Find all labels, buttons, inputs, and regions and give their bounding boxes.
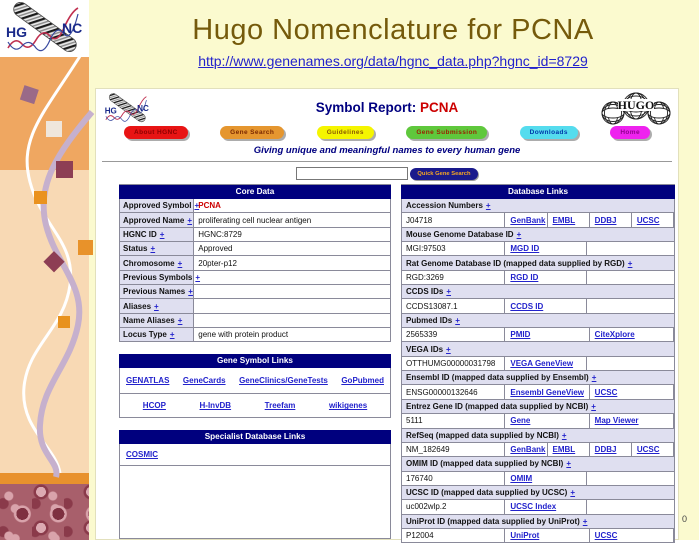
page-title: Hugo Nomenclature for PCNA — [95, 14, 691, 47]
link-ddbj[interactable]: DDBJ — [595, 216, 617, 225]
link-map-viewer[interactable]: Map Viewer — [595, 416, 639, 425]
table-row — [401, 299, 675, 313]
table-row — [119, 328, 391, 342]
link-cosmic[interactable]: COSMIC — [126, 450, 158, 459]
expand-plus-link[interactable]: + — [178, 259, 183, 268]
id-value: NM_182649 — [402, 443, 505, 456]
hugo-logo-text: HUGO — [618, 98, 655, 112]
field-value: PCNA — [194, 199, 390, 212]
field-label: Locus Type + — [120, 328, 194, 341]
table-row — [401, 256, 675, 270]
table-row — [401, 342, 675, 356]
table-row — [401, 357, 675, 371]
table-row — [119, 394, 391, 418]
link-embl[interactable]: EMBL — [553, 445, 576, 454]
database-links-table — [401, 184, 675, 543]
expand-plus-link[interactable]: + — [446, 287, 451, 296]
expand-plus-link[interactable]: + — [583, 517, 588, 526]
expand-plus-link[interactable]: + — [562, 431, 567, 440]
table-section-header: Specialist Database Links — [119, 430, 391, 444]
link-geneclinics-genetests[interactable]: GeneClinics/GeneTests — [239, 376, 328, 385]
link-cell — [505, 443, 547, 456]
table-row — [401, 429, 675, 443]
field-label: Approved Symbol + — [120, 199, 194, 212]
nav-button-gene-submission[interactable]: Gene Submission — [406, 126, 487, 139]
links-group — [120, 368, 390, 393]
link-genatlas[interactable]: GENATLAS — [126, 376, 169, 385]
link-cell — [590, 443, 632, 456]
link-cell — [548, 443, 590, 456]
section-label: Mouse Genome Database ID + — [402, 228, 521, 241]
id-value: ENSG00000132646 — [402, 385, 505, 398]
expand-plus-link[interactable]: + — [188, 287, 193, 296]
id-value: CCDS13087.1 — [402, 299, 505, 312]
nav-button-downloads[interactable]: Downloads — [520, 126, 578, 139]
table-section-header: Gene Symbol Links — [119, 354, 391, 368]
field-label: Previous Names + — [120, 285, 194, 298]
table-section-header: Core Data — [119, 185, 391, 199]
link-hcop[interactable]: HCOP — [143, 401, 166, 410]
table-row — [401, 400, 675, 414]
symbol-report-gene: PCNA — [420, 100, 458, 115]
section-label: RefSeq (mapped data supplied by NCBI) + — [402, 429, 567, 442]
section-label: Pubmed IDs + — [402, 314, 460, 327]
field-label: Status + — [120, 242, 194, 255]
site-navigation — [124, 126, 650, 140]
section-label: VEGA IDs + — [402, 342, 451, 355]
table-row — [401, 472, 675, 486]
svg-text:HG: HG — [105, 106, 117, 115]
link-cell — [505, 414, 589, 427]
field-value: 20pter-p12 — [194, 256, 390, 269]
empty-cell — [587, 242, 674, 255]
nav-button-home[interactable]: Home — [610, 126, 650, 139]
link-ddbj[interactable]: DDBJ — [595, 445, 617, 454]
id-value: MGI:97503 — [402, 242, 505, 255]
search-row — [96, 166, 678, 181]
field-value: Approved — [194, 242, 390, 255]
table-row — [401, 385, 675, 399]
expand-plus-link[interactable]: + — [154, 302, 159, 311]
table-row — [119, 228, 391, 242]
id-value: J04718 — [402, 213, 505, 226]
field-label: HGNC ID + — [120, 228, 194, 241]
id-value: P12004 — [402, 529, 505, 542]
symbol-report-title — [96, 100, 678, 115]
link-cell — [505, 529, 589, 542]
table-row — [119, 271, 391, 285]
expand-plus-link[interactable]: + — [591, 402, 596, 411]
table-row — [401, 371, 675, 385]
link-cell — [590, 213, 632, 226]
link-rgd-id[interactable]: RGD ID — [510, 273, 538, 282]
table-row — [119, 444, 391, 466]
table-row — [401, 199, 675, 213]
field-label: Aliases + — [120, 299, 194, 312]
field-value — [194, 271, 390, 284]
link-h-invdb[interactable]: H-InvDB — [200, 401, 232, 410]
site-tagline: Giving unique and meaningful names to every human gene — [96, 145, 678, 156]
field-value — [194, 299, 390, 312]
section-label: Entrez Gene ID (mapped data supplied by NCBI) + — [402, 400, 596, 413]
link-cell — [590, 328, 674, 341]
field-label: Previous Symbols + — [120, 271, 194, 284]
table-row — [119, 199, 391, 213]
link-cell — [505, 299, 587, 312]
empty-cell — [587, 357, 674, 370]
id-value: RGD:3269 — [402, 271, 505, 284]
table-row — [401, 500, 675, 514]
table-row — [401, 443, 675, 457]
link-cell — [505, 357, 587, 370]
table-section-header: Database Links — [401, 185, 675, 199]
link-uniprot[interactable]: UniProt — [510, 531, 539, 540]
table-row — [119, 342, 391, 354]
empty-row — [119, 466, 391, 539]
link-omim[interactable]: OMIM — [510, 474, 532, 483]
section-label: UCSC ID (mapped data supplied by UCSC) + — [402, 486, 575, 499]
svg-text:NC: NC — [137, 104, 149, 113]
expand-plus-link[interactable]: + — [517, 230, 522, 239]
link-genbank[interactable]: GenBank — [510, 216, 545, 225]
logo-nc-text: NC — [62, 20, 82, 36]
table-row — [401, 228, 675, 242]
table-row — [119, 368, 391, 394]
table-row — [119, 242, 391, 256]
table-row — [119, 314, 391, 328]
link-gopubmed[interactable]: GoPubmed — [341, 376, 384, 385]
section-label: Ensembl ID (mapped data supplied by Ensembl) + — [402, 371, 596, 384]
field-value — [194, 314, 390, 327]
link-vega-geneview[interactable]: VEGA GeneView — [510, 359, 573, 368]
link-cell — [505, 472, 587, 485]
table-row — [401, 285, 675, 299]
link-ucsc[interactable]: UCSC — [595, 388, 618, 397]
nav-button-about-hgnc[interactable]: About HGNC — [124, 126, 188, 139]
slide-page-number: 0 — [682, 514, 687, 524]
links-group — [120, 444, 390, 465]
expand-plus-link[interactable]: + — [455, 316, 460, 325]
table-row — [401, 457, 675, 471]
link-cell — [632, 213, 674, 226]
link-ucsc[interactable]: UCSC — [637, 216, 660, 225]
nav-button-gene-search[interactable]: Gene Search — [220, 126, 284, 139]
id-value: OTTHUMG00000031798 — [402, 357, 505, 370]
embedded-webpage — [95, 88, 679, 540]
expand-plus-link[interactable]: + — [187, 216, 192, 225]
link-cell — [590, 385, 674, 398]
field-label: Name Aliases + — [120, 314, 194, 327]
url-link[interactable]: http://www.genenames.org/data/hgnc_data.php?hgnc_id=8729 — [95, 53, 691, 69]
link-gene[interactable]: Gene — [510, 416, 530, 425]
link-cell — [548, 213, 590, 226]
search-input[interactable] — [296, 167, 408, 180]
link-cell — [590, 529, 674, 542]
expand-plus-link[interactable]: + — [170, 330, 175, 339]
link-cell — [505, 213, 547, 226]
link-ucsc[interactable]: UCSC — [595, 531, 618, 540]
link-cell — [505, 242, 587, 255]
link-mgd-id[interactable]: MGD ID — [510, 244, 539, 253]
table-row — [119, 213, 391, 227]
table-row — [119, 256, 391, 270]
link-ucsc-index[interactable]: UCSC Index — [510, 502, 556, 511]
table-row — [119, 299, 391, 313]
links-group — [120, 394, 390, 417]
link-pmid[interactable]: PMID — [510, 330, 530, 339]
link-treefam[interactable]: Treefam — [265, 401, 296, 410]
expand-plus-link[interactable]: + — [178, 316, 183, 325]
expand-plus-link[interactable]: + — [194, 201, 199, 210]
table-row — [119, 285, 391, 299]
link-cell — [505, 271, 587, 284]
empty-cell — [587, 500, 674, 513]
link-ucsc[interactable]: UCSC — [637, 445, 660, 454]
link-wikigenes[interactable]: wikigenes — [329, 401, 367, 410]
nav-button-guidelines[interactable]: Guidelines — [317, 126, 374, 139]
table-row — [401, 314, 675, 328]
field-value: proliferating cell nuclear antigen — [194, 213, 390, 226]
field-value — [194, 285, 390, 298]
table-row — [401, 271, 675, 285]
section-label: OMIM ID (mapped data supplied by NCBI) + — [402, 457, 571, 470]
field-label: Chromosome + — [120, 256, 194, 269]
link-cell — [505, 328, 589, 341]
link-ensembl-geneview[interactable]: Ensembl GeneView — [510, 388, 584, 397]
empty-cell — [587, 299, 674, 312]
id-value: uc002wlp.2 — [402, 500, 505, 513]
expand-plus-link[interactable]: + — [566, 459, 571, 468]
table-row — [401, 515, 675, 529]
sidebar-orange-bar — [0, 473, 89, 484]
table-row — [401, 213, 675, 227]
expand-plus-link[interactable]: + — [446, 345, 451, 354]
table-row — [401, 486, 675, 500]
field-value: gene with protein product — [194, 328, 390, 341]
hgnc-logo — [0, 0, 89, 57]
dna-helix-decoration — [0, 57, 89, 473]
field-value: HGNC:8729 — [194, 228, 390, 241]
expand-plus-link[interactable]: + — [160, 230, 165, 239]
symbol-report-label: Symbol Report: — [316, 100, 417, 115]
empty-cell — [587, 472, 674, 485]
paisley-texture — [0, 484, 89, 540]
expand-plus-link[interactable]: + — [150, 244, 155, 253]
logo-hg-text: HG — [6, 24, 27, 40]
link-cell — [505, 385, 589, 398]
core-data-table — [119, 184, 391, 539]
expand-plus-link[interactable]: + — [195, 273, 200, 282]
link-ccds-id[interactable]: CCDS ID — [510, 302, 543, 311]
field-label: Approved Name + — [120, 213, 194, 226]
link-cell — [632, 443, 674, 456]
section-label: Accession Numbers + — [402, 199, 491, 212]
link-cell — [590, 414, 674, 427]
link-embl[interactable]: EMBL — [553, 216, 576, 225]
link-cell — [505, 500, 587, 513]
table-row — [401, 414, 675, 428]
id-value: 5111 — [402, 414, 505, 427]
table-row — [401, 242, 675, 256]
expand-plus-link[interactable]: + — [628, 259, 633, 268]
quick-gene-search-button[interactable]: Quick Gene Search — [410, 168, 477, 180]
section-label: UniProt ID (mapped data supplied by UniProt) + — [402, 515, 587, 528]
table-row — [119, 418, 391, 430]
section-label: CCDS IDs + — [402, 285, 451, 298]
expand-plus-link[interactable]: + — [486, 201, 491, 210]
divider — [102, 161, 672, 162]
id-value: 2565339 — [402, 328, 505, 341]
link-citexplore[interactable]: CiteXplore — [595, 330, 635, 339]
link-genbank[interactable]: GenBank — [510, 445, 545, 454]
id-value: 176740 — [402, 472, 505, 485]
empty-cell — [587, 271, 674, 284]
table-row — [401, 328, 675, 342]
table-row — [401, 529, 675, 543]
link-genecards[interactable]: GeneCards — [183, 376, 226, 385]
expand-plus-link[interactable]: + — [592, 373, 597, 382]
section-label: Rat Genome Database ID (mapped data supplied by RGD) + — [402, 256, 632, 269]
expand-plus-link[interactable]: + — [570, 488, 575, 497]
